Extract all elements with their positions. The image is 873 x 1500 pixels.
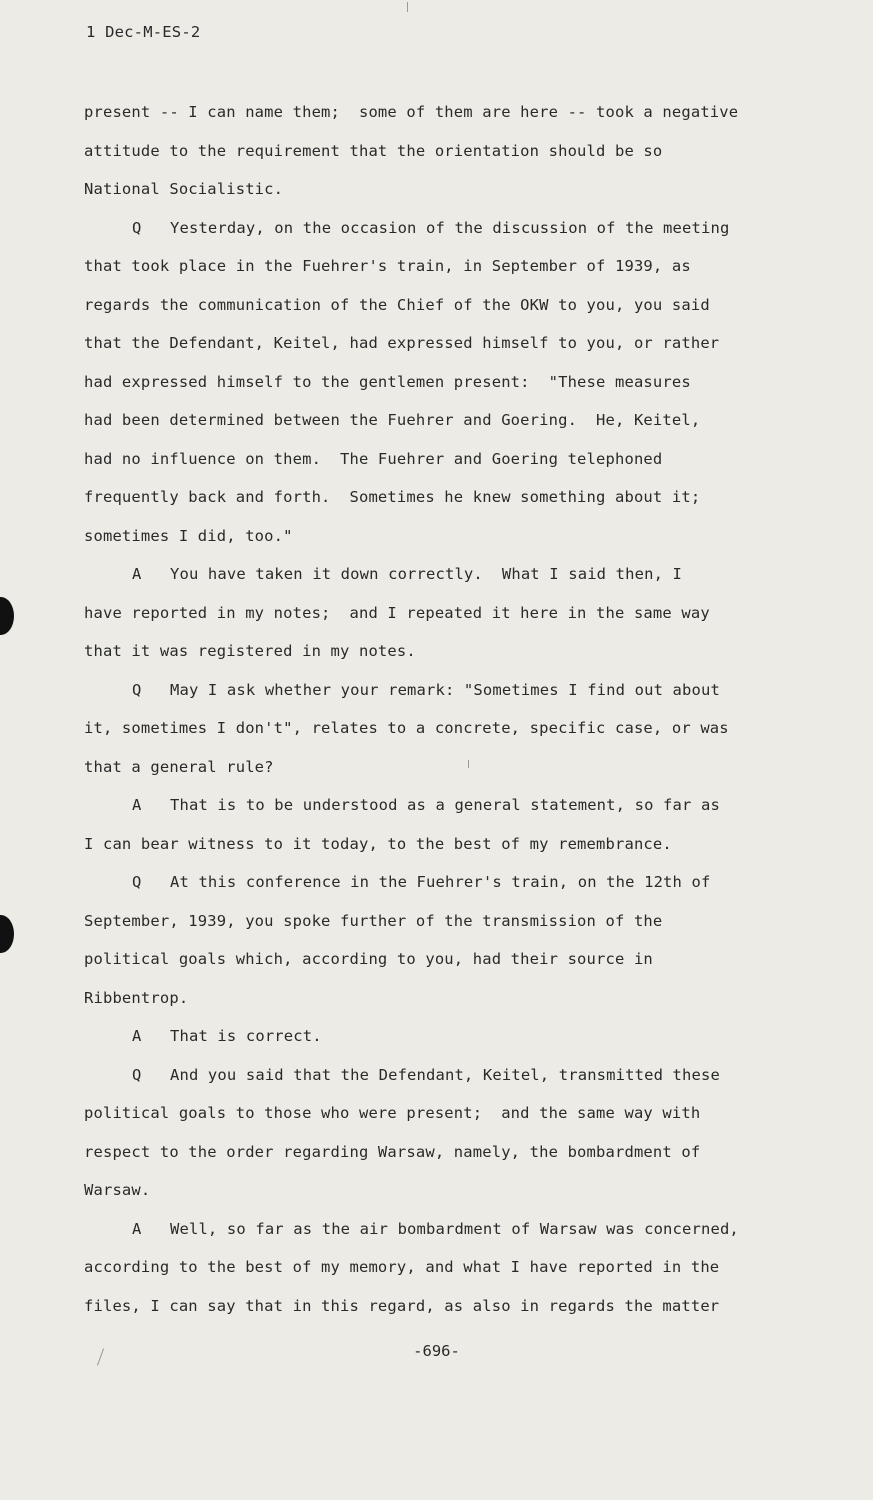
transcript-line	[84, 1291, 774, 1330]
transcript-line	[84, 983, 774, 1022]
stray-mark	[407, 2, 408, 12]
document-reference: 1 Dec-M-ES-2	[86, 23, 201, 41]
line-text: Yesterday, on the occasion of the discussion of the meeting	[170, 218, 730, 237]
speaker-marker: A	[132, 565, 142, 583]
line-text: had no influence on them. The Fuehrer and Goering telephoned	[84, 449, 663, 468]
transcript-line	[84, 598, 774, 637]
line-text: have reported in my notes; and I repeated it here in the same way	[84, 603, 710, 622]
line-text: political goals to those who were present; and the same way with	[84, 1104, 701, 1122]
speaker-marker: A	[132, 796, 142, 814]
transcript-line	[84, 174, 774, 213]
line-text: respect to the order regarding Warsaw, namely, the bombardment of	[84, 1142, 701, 1161]
line-text: National Socialistic.	[84, 180, 284, 198]
transcript-line	[84, 1098, 774, 1137]
transcript-line	[84, 713, 774, 752]
transcript-line	[84, 790, 774, 829]
transcript-line	[84, 136, 774, 175]
line-text: regards the communication of the Chief of the OKW to you, you said	[84, 295, 710, 314]
line-text: I can bear witness to it today, to the best of my remembrance.	[84, 834, 672, 853]
line-text: attitude to the requirement that the orientation should be so	[84, 141, 663, 160]
line-text: September, 1939, you spoke further of the transmission of the	[84, 911, 663, 930]
line-text: had been determined between the Fuehrer and Goering. He, Keitel,	[84, 411, 701, 429]
transcript-body	[84, 97, 774, 1329]
line-text: according to the best of my memory, and what I have reported in the	[84, 1258, 720, 1276]
transcript-line	[84, 1137, 774, 1176]
transcript-line	[84, 906, 774, 945]
transcript-line	[84, 405, 774, 444]
line-text: At this conference in the Fuehrer's train, on the 12th of	[170, 873, 711, 891]
line-text: that it was registered in my notes.	[84, 642, 416, 660]
transcript-line	[84, 328, 774, 367]
transcript-line	[84, 829, 774, 868]
page-number: -696-	[413, 1342, 460, 1360]
transcript-line	[84, 367, 774, 406]
line-text: that took place in the Fuehrer's train, in September of 1939, as	[84, 257, 691, 275]
transcript-line	[84, 867, 774, 906]
transcript-line	[84, 521, 774, 560]
transcript-line	[84, 444, 774, 483]
speaker-marker: Q	[132, 680, 142, 699]
line-text: That is to be understood as a general statement, so far as	[170, 796, 720, 814]
transcript-line	[84, 944, 774, 983]
line-text: May I ask whether your remark: "Sometimes I find out about	[170, 680, 720, 699]
line-text: And you said that the Defendant, Keitel, transmitted these	[170, 1065, 720, 1084]
transcript-line	[84, 482, 774, 521]
transcript-line	[84, 213, 774, 252]
line-text: had expressed himself to the gentlemen present: "These measures	[84, 372, 691, 391]
line-text: it, sometimes I don't", relates to a concrete, specific case, or was	[84, 719, 729, 737]
transcript-line	[84, 1214, 774, 1253]
speaker-marker: Q	[132, 218, 142, 237]
line-text: Ribbentrop.	[84, 988, 189, 1007]
line-text: sometimes I did, too."	[84, 526, 293, 545]
transcript-line	[84, 1175, 774, 1214]
line-text: present -- I can name them; some of them are here -- took a negative	[84, 103, 739, 121]
transcript-line	[84, 1021, 774, 1060]
transcript-line	[84, 97, 774, 136]
line-text: political goals which, according to you, had their source in	[84, 950, 653, 968]
transcript-line	[84, 636, 774, 675]
punch-hole	[0, 915, 14, 953]
transcript-line	[84, 752, 774, 791]
transcript-line	[84, 1060, 774, 1099]
line-text: Well, so far as the air bombardment of Warsaw was concerned,	[170, 1219, 739, 1238]
line-text: that the Defendant, Keitel, had expressed himself to you, or rather	[84, 334, 720, 352]
speaker-marker: Q	[132, 873, 142, 891]
speaker-marker: A	[132, 1219, 142, 1238]
line-text: that a general rule?	[84, 757, 274, 776]
line-text: That is correct.	[170, 1027, 322, 1045]
line-text: Warsaw.	[84, 1181, 151, 1199]
speaker-marker: A	[132, 1027, 142, 1045]
transcript-line	[84, 675, 774, 714]
punch-hole	[0, 597, 14, 635]
line-text: frequently back and forth. Sometimes he knew something about it;	[84, 488, 701, 506]
transcript-line	[84, 251, 774, 290]
line-text: files, I can say that in this regard, as also in regards the matter	[84, 1296, 720, 1315]
speaker-marker: Q	[132, 1065, 142, 1084]
transcript-line	[84, 1252, 774, 1291]
transcript-line	[84, 290, 774, 329]
transcript-line	[84, 559, 774, 598]
line-text: You have taken it down correctly. What I said then, I	[170, 565, 683, 583]
